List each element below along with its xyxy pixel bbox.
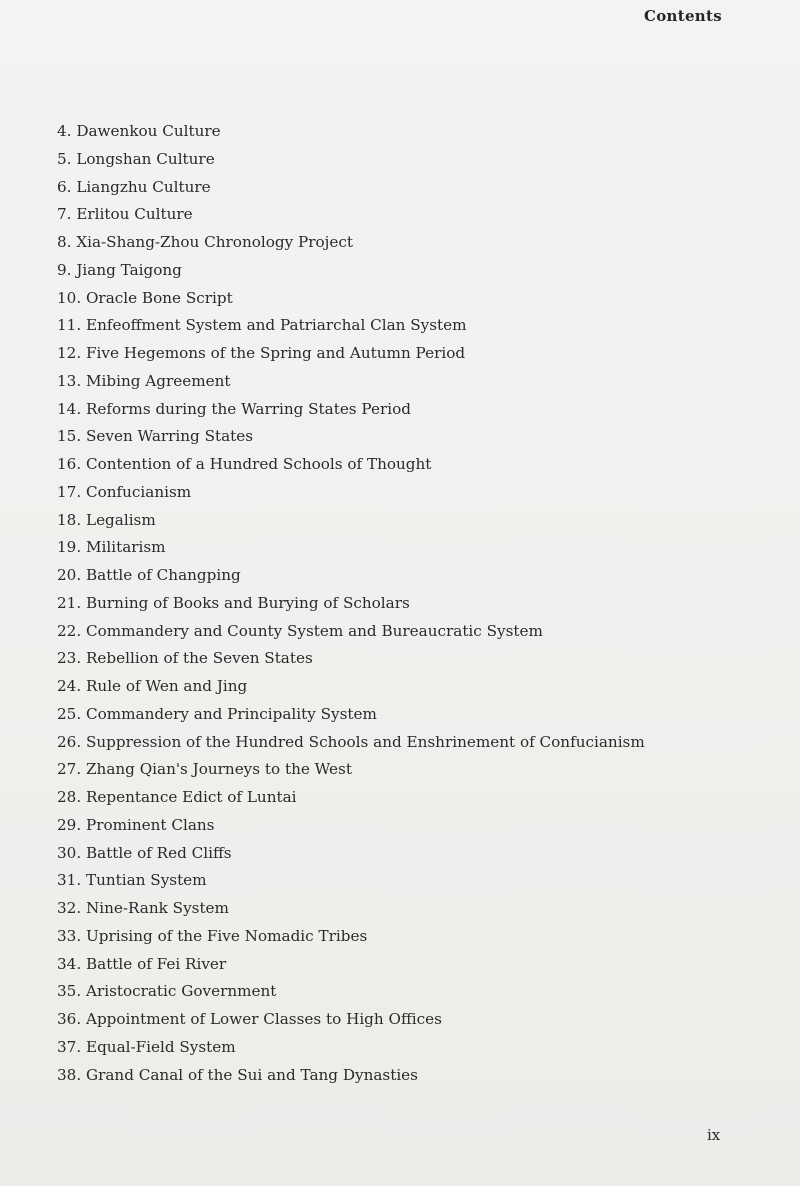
toc-entry: 25. Commandery and Principality System (57, 704, 377, 723)
toc-entry: 35. Aristocratic Government (57, 982, 277, 1001)
toc-entry: 8. Xia-Shang-Zhou Chronology Project (57, 233, 353, 251)
toc-entry: 15. Seven Warring States (57, 427, 254, 446)
toc-entry: 33. Uprising of the Five Nomadic Tribes (57, 926, 368, 945)
toc-entry: 5. Longshan Culture (57, 149, 215, 168)
toc-entry: 18. Legalism (57, 510, 156, 529)
toc-entry: 27. Zhang Qian's Journeys to the West (57, 760, 352, 779)
toc-entry: 34. Battle of Fei River (57, 954, 227, 973)
page-number: ix (707, 1126, 721, 1144)
toc-entry: 30. Battle of Red Cliffs (57, 843, 232, 862)
toc-entry: 28. Repentance Edict of Luntai (57, 788, 297, 806)
toc-entry: 12. Five Hegemons of the Spring and Autumn Period (57, 344, 466, 362)
toc-entry: 19. Militarism (57, 538, 166, 557)
toc-entry: 16. Contention of a Hundred Schools of Thought (57, 455, 432, 473)
toc-entry: 20. Battle of Changping (57, 566, 241, 584)
running-head: Contents (643, 7, 722, 25)
toc-entry: 6. Liangzhu Culture (57, 177, 211, 196)
toc-entry: 17. Confucianism (57, 482, 192, 501)
toc-entry: 38. Grand Canal of the Sui and Tang Dynasties (57, 1065, 418, 1084)
toc-entry: 14. Reforms during the Warring States Period (57, 399, 411, 418)
toc-entry: 36. Appointment of Lower Classes to High Offices (57, 1010, 442, 1028)
toc-entry: 9. Jiang Taigong (57, 260, 182, 279)
toc-entry: 29. Prominent Clans (57, 815, 215, 834)
toc-entry: 21. Burning of Books and Burying of Scholars (57, 593, 410, 612)
toc-entry: 4. Dawenkou Culture (57, 122, 221, 140)
table-of-contents (57, 119, 645, 1090)
toc-entry: 22. Commandery and County System and Bureaucratic System (57, 621, 543, 640)
toc-entry: 37. Equal-Field System (57, 1037, 236, 1056)
toc-entry: 31. Tuntian System (57, 871, 207, 890)
toc-entry: 10. Oracle Bone Script (57, 288, 233, 307)
toc-entry: 11. Enfeoffment System and Patriarchal Clan System (57, 316, 467, 335)
toc-entry: 13. Mibing Agreement (57, 371, 231, 390)
toc-entry: 23. Rebellion of the Seven States (57, 649, 313, 668)
toc-entry: 26. Suppression of the Hundred Schools and Enshrinement of Confucianism (57, 732, 645, 751)
toc-entry: 7. Erlitou Culture (57, 205, 193, 224)
toc-entry: 32. Nine-Rank System (57, 899, 229, 917)
toc-entry: 24. Rule of Wen and Jing (57, 677, 248, 695)
